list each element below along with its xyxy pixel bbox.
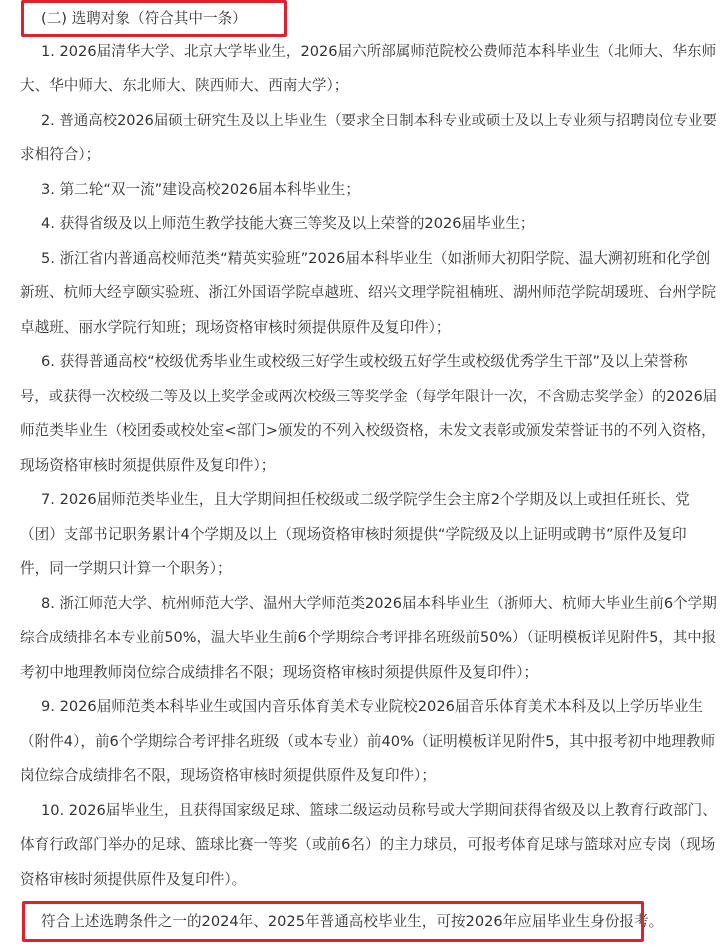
item-7-line-2: （团）支部书记职务累计4个学期及以上（现场资格审核时须提供“学院级及以上证明或聘书”原件及复印	[20, 526, 687, 543]
item-6-line-1: 6. 获得普通高校“校级优秀毕业生或校级三好学生或校级五好学生或校级优秀学生干部”及以上荣誉称	[41, 353, 688, 370]
footer-note: 符合上述选聘条件之一的2024年、2025年普通高校毕业生，可按2026年应届毕业生身份报考。	[41, 913, 664, 930]
item-8-line-3: 考初中地理教师岗位综合成绩排名不限；现场资格审核时须提供原件及复印件）；	[20, 664, 539, 681]
item-5-line-3: 卓越班、丽水学院行知班；现场资格审核时须提供原件及复印件）；	[20, 319, 451, 336]
item-6-line-3: 师范类毕业生（校团委或校处室<部门>颁发的不列入校级资格，未发文表彰或颁发荣誉证书的不列入资格，	[20, 422, 716, 439]
item-3-line-1: 3. 第二轮“双一流”建设高校2026届本科毕业生；	[41, 181, 360, 198]
item-2-line-1: 2. 普通高校2026届硕士研究生及以上毕业生（要求全日制本科专业或硕士及以上专业须与招聘岗位专业要	[41, 113, 717, 129]
item-5-line-1: 5. 浙江省内普通高校师范类“精英实验班”2026届本科毕业生（如浙师大初阳学院、温大溯初班和化学创	[41, 250, 711, 267]
item-9-line-3: 岗位综合成绩排名不限，现场资格审核时须提供原件及复印件）；	[20, 767, 436, 784]
item-7-line-1: 7. 2026届师范类毕业生，且大学期间担任校级或二级学院学生会主席2个学期及以上或担任班长、党	[41, 491, 690, 508]
item-9-line-2: （附件4），前6个学期综合考评排名班级（或本专业）前40%（证明模板详见附件5，其中报考初中地理教师	[20, 733, 716, 750]
item-4-line-1: 4. 获得省级及以上师范生教学技能大赛三等奖及以上荣誉的2026届毕业生；	[41, 215, 535, 232]
item-5-line-2: 新班、杭师大经亨颐实验班、浙江外国语学院卓越班、绍兴文理学院祖楠班、湖州师范学院胡瑗班、台州学院	[20, 285, 716, 301]
section-heading: (二) 选聘对象（符合其中一条）	[41, 10, 247, 27]
item-8-line-2: 综合成绩排名本专业前50%，温大毕业生前6个学期综合考评排名班级前50%）（证明模板详见附件5，其中报	[20, 630, 717, 646]
highlight-box-footer	[22, 901, 644, 942]
highlight-box-heading	[21, 0, 287, 37]
item-10-line-3: 资格审核时须提供原件及复印件）。	[20, 871, 247, 888]
item-1-line-2: 大、华中师大、东北师大、陕西师大、西南大学）；	[20, 77, 349, 94]
item-8-line-1: 8. 浙江师范大学、杭州师范大学、温州大学师范类2026届本科毕业生（浙师大、杭师大毕业生前6个学期	[41, 595, 717, 612]
item-2-line-2: 求相符合）；	[20, 146, 101, 163]
item-10-line-1: 10. 2026届毕业生，且获得国家级足球、篮球二级运动员称号或大学期间获得省级及以上教育行政部门、	[41, 802, 717, 819]
item-1-line-1: 1. 2026届清华大学、北京大学毕业生，2026届六所部属师范院校公费师范本科毕业生（北师大、华东师	[41, 43, 717, 60]
item-6-line-4: 现场资格审核时须提供原件及复印件）；	[20, 457, 276, 474]
item-9-line-1: 9. 2026届师范类本科毕业生或国内音乐体育美术专业院校2026届音乐体育美术本科及以上学历毕业生	[41, 698, 704, 715]
item-10-line-2: 体育行政部门举办的足球、篮球比赛一等奖（或前6名）的主力球员，可报考体育足球与篮球对应专岗（现场	[20, 836, 716, 853]
item-7-line-3: 件，同一学期只计算一个职务）；	[20, 560, 232, 577]
item-6-line-2: 号，或获得一次校级二等及以上奖学金或两次校级三等奖学金（每学年限计一次，不含励志奖学金）的2026届	[20, 389, 718, 405]
